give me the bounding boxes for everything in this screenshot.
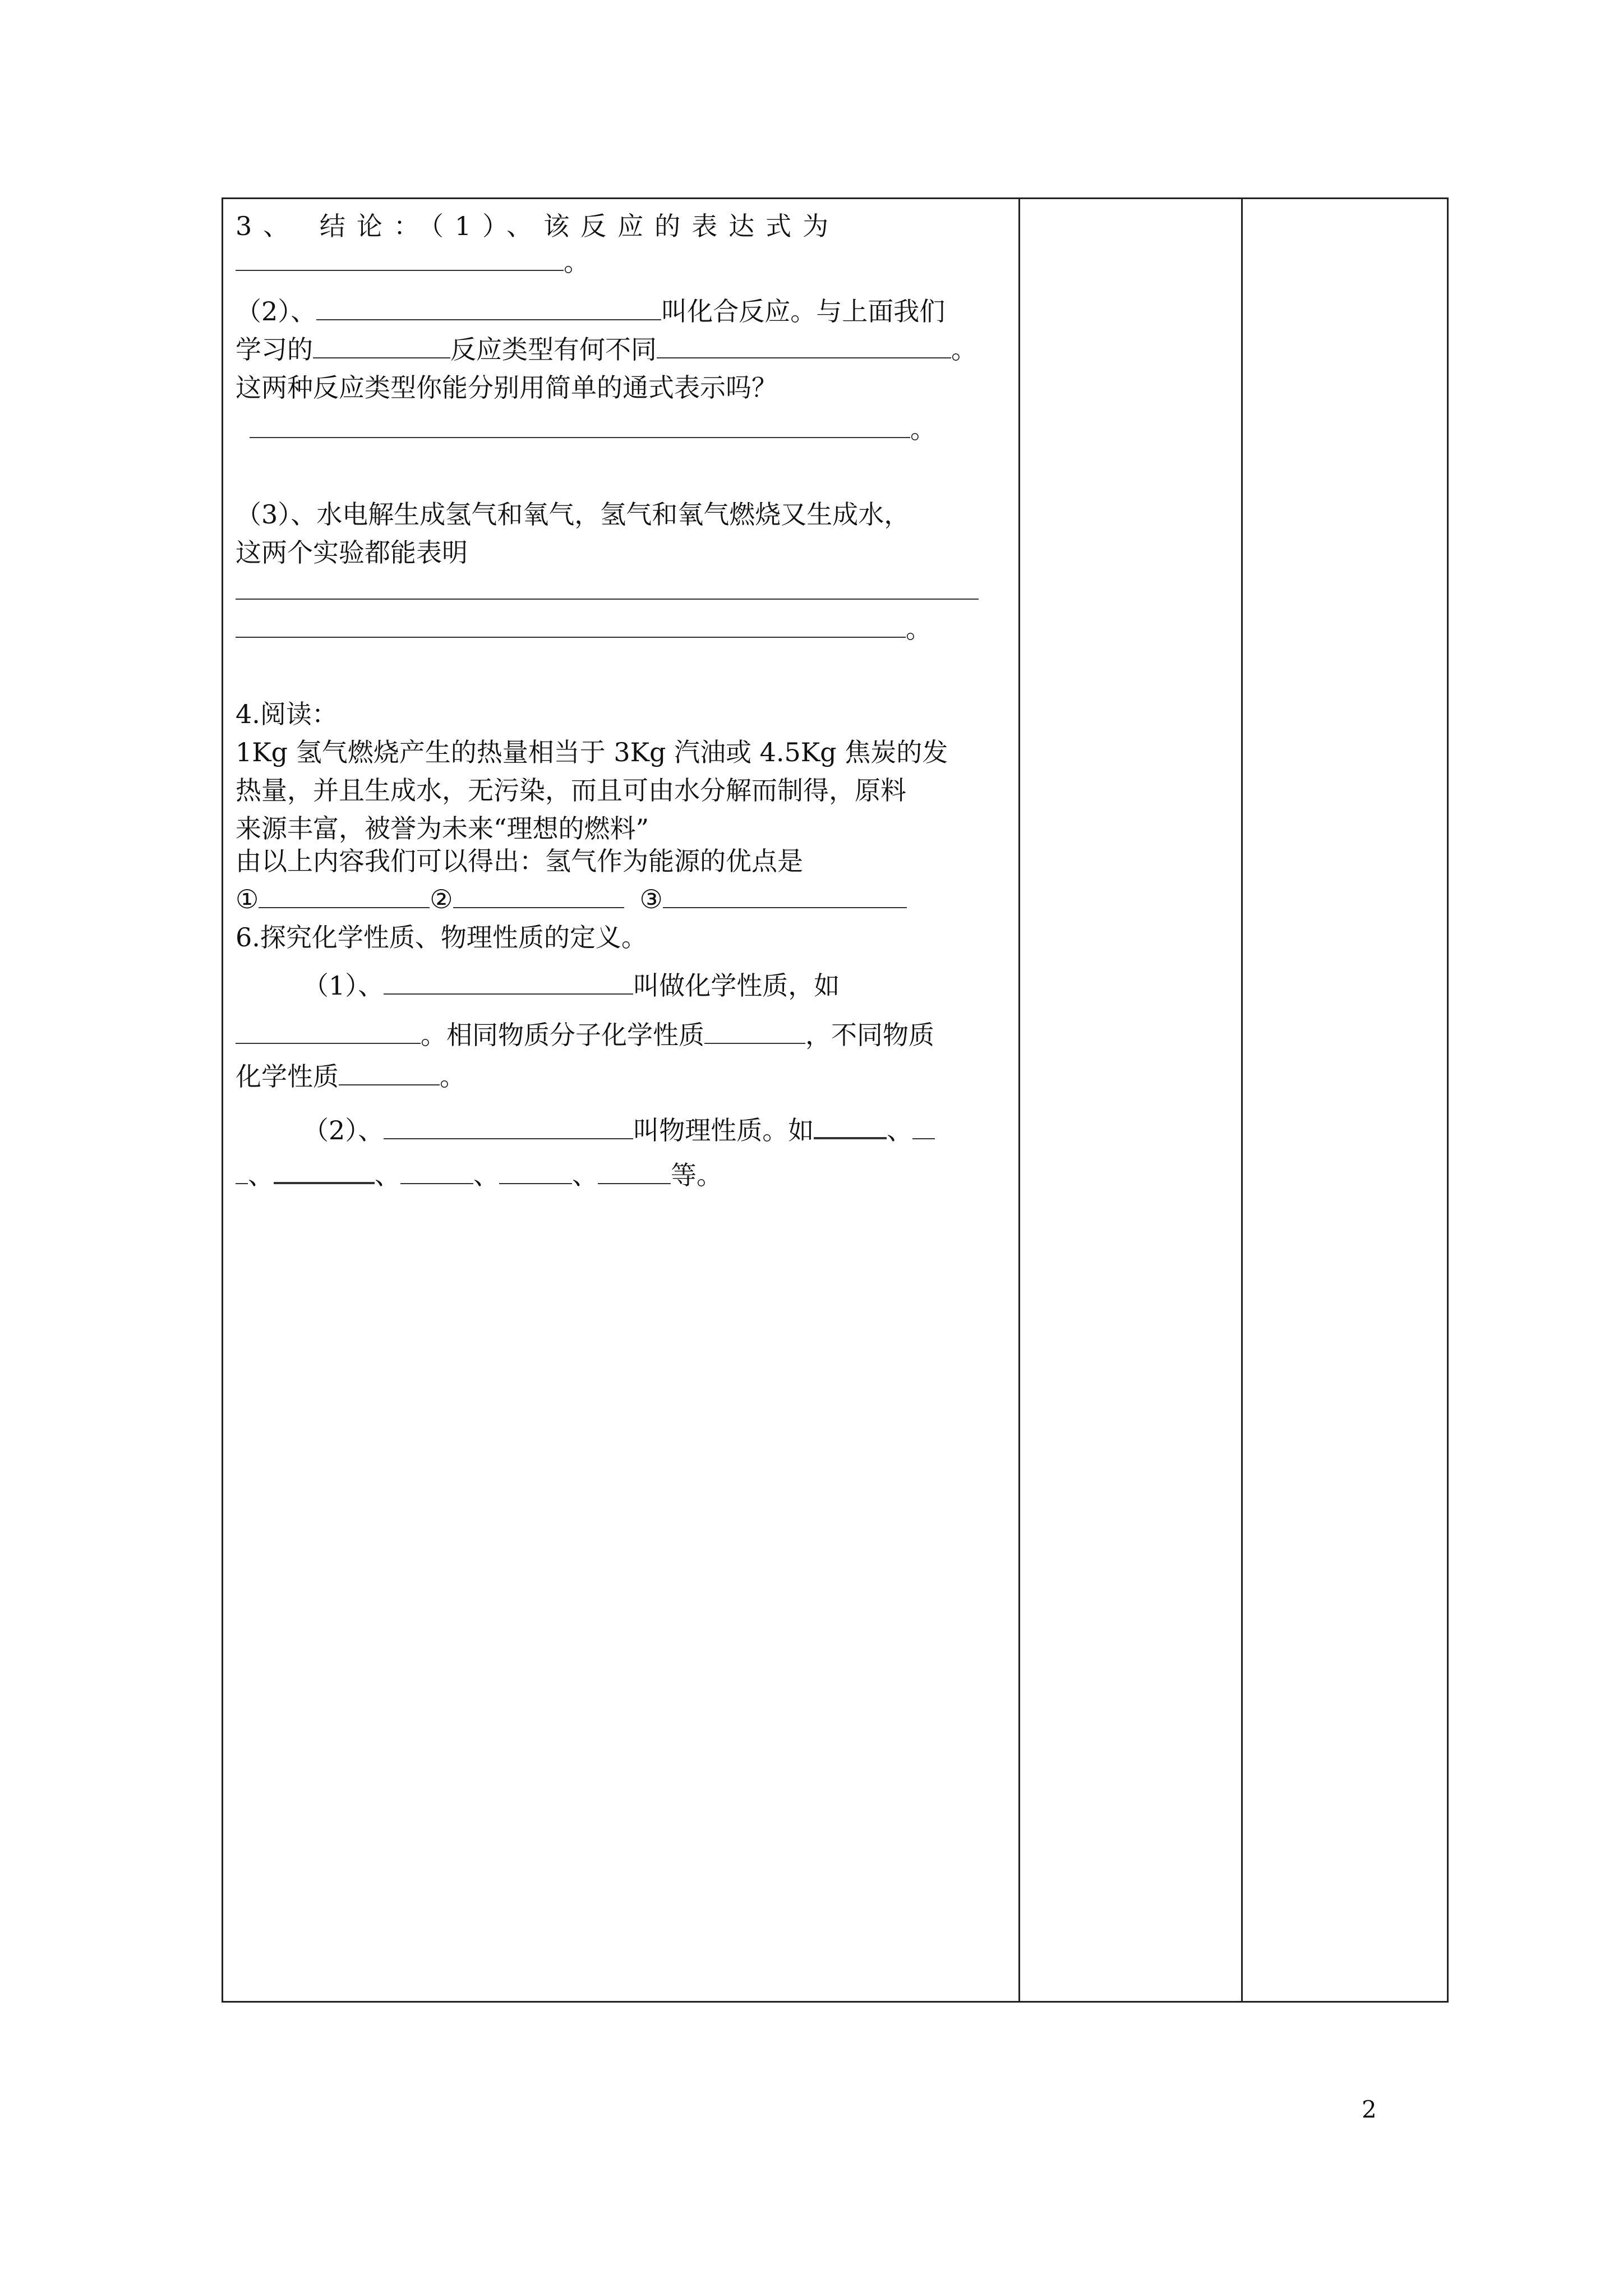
period: 。 xyxy=(440,1061,465,1092)
section6-p1-line3 xyxy=(236,1060,465,1093)
advantage-blank-1[interactable] xyxy=(259,885,430,908)
physical-example-blank-3[interactable] xyxy=(274,1159,375,1184)
p2-end: 等。 xyxy=(671,1160,722,1190)
reading-text-3: 来源丰富，被誉为未来“理想的燃料” xyxy=(236,813,649,844)
section4-answers xyxy=(236,882,907,916)
difference-blank[interactable] xyxy=(657,335,951,358)
period: 。 xyxy=(564,247,589,277)
q3-text: （3）、水电解生成氢气和氧气，氢气和氧气燃烧又生成水， xyxy=(236,499,910,530)
p1-label: （1）、 xyxy=(303,970,384,1001)
q3-answer-blank-1[interactable] xyxy=(236,576,979,600)
reading-text-1: 1Kg 氢气燃烧产生的热量相当于 3Kg 汽油或 4.5Kg 焦炭的发 xyxy=(236,737,948,767)
q2-line2-mid: 反应类型有何不同 xyxy=(450,334,657,365)
general-formula-blank[interactable] xyxy=(250,415,910,438)
physical-example-blank-6[interactable] xyxy=(598,1161,671,1184)
q3-answer-blank-2[interactable] xyxy=(236,614,906,638)
period: 。 xyxy=(910,414,936,444)
reading-question: 由以上内容我们可以得出：氢气作为能源的优点是 xyxy=(236,846,803,876)
period: 。 xyxy=(906,614,932,644)
reading-text-2: 热量，并且生成水，无污染，而且可由水分解而制得，原料 xyxy=(236,775,906,806)
p1-line3-start: 化学性质 xyxy=(236,1061,339,1092)
q2-label: （2）、 xyxy=(236,296,317,326)
reaction-type-blank[interactable] xyxy=(313,335,450,358)
separator: 、 xyxy=(887,1115,913,1145)
physical-property-blank[interactable] xyxy=(384,1116,633,1139)
section3-q3-line1 xyxy=(236,498,910,531)
q3-text-2: 这两个实验都能表明 xyxy=(236,537,468,568)
physical-example-blank-2-start[interactable] xyxy=(912,1116,935,1139)
p1-line2-mid: 。相同物质分子化学性质 xyxy=(421,1020,704,1050)
section4-title xyxy=(236,697,338,731)
definitions-title: 6.探究化学性质、物理性质的定义。 xyxy=(236,922,647,953)
section3-q3-line4 xyxy=(236,612,932,646)
section3-q2-line1 xyxy=(236,295,945,328)
expression-blank[interactable] xyxy=(236,247,564,271)
circled-three: ③ xyxy=(639,884,663,914)
separator: 、 xyxy=(473,1160,499,1190)
physical-example-blank-4[interactable] xyxy=(400,1161,473,1184)
different-substance-blank[interactable] xyxy=(339,1062,440,1085)
p1-after-text: 叫做化学性质，如 xyxy=(633,970,840,1001)
section6-p2-line2 xyxy=(236,1158,722,1192)
physical-example-blank-5[interactable] xyxy=(499,1161,572,1184)
p2-after-text: 叫物理性质。如 xyxy=(633,1115,814,1145)
advantage-blank-3[interactable] xyxy=(663,885,907,908)
chemical-example-blank[interactable] xyxy=(236,1020,421,1044)
circled-one: ① xyxy=(236,884,259,914)
section4-line3 xyxy=(236,812,649,845)
section4-line2 xyxy=(236,774,906,807)
page-number: 2 xyxy=(1362,2096,1377,2123)
separator: 、 xyxy=(375,1160,400,1190)
section4-line1 xyxy=(236,735,948,769)
separator: 、 xyxy=(572,1160,598,1190)
section3-line1 xyxy=(236,209,840,243)
combination-reaction-blank[interactable] xyxy=(316,297,661,320)
section3-line1b xyxy=(236,245,589,279)
section4-line4 xyxy=(236,844,803,878)
chemical-property-blank[interactable] xyxy=(384,971,633,995)
physical-example-blank-1[interactable] xyxy=(814,1115,887,1139)
q2-general-formula-question: 这两种反应类型你能分别用简单的通式表示吗？ xyxy=(236,372,777,403)
section3-q2-line2 xyxy=(236,333,977,366)
separator: 、 xyxy=(248,1160,274,1190)
section3-q3-line2 xyxy=(236,536,468,569)
reading-title: 4.阅读： xyxy=(236,699,338,729)
physical-example-blank-2-end[interactable] xyxy=(236,1161,248,1184)
q2-line2-start: 学习的 xyxy=(236,334,313,365)
section3-q2-line4 xyxy=(236,412,936,446)
section3-q3-line3 xyxy=(236,574,979,608)
section6-p1-line1 xyxy=(236,969,840,1002)
circled-two: ② xyxy=(430,884,453,914)
p2-label: （2）、 xyxy=(303,1115,384,1145)
p1-line2-end: ，不同物质 xyxy=(805,1020,934,1050)
column-divider-1 xyxy=(1018,199,1020,2001)
section3-conclusion-text: 3、 结论：（1）、该反应的表达式为 xyxy=(236,211,840,241)
section6-p2-line1 xyxy=(236,1114,935,1147)
section6-p1-line2 xyxy=(236,1018,934,1052)
section3-q2-line3 xyxy=(236,371,777,404)
column-divider-2 xyxy=(1241,199,1243,2001)
period: 。 xyxy=(951,334,977,365)
q2-after-text: 叫化合反应。与上面我们 xyxy=(661,296,946,326)
worksheet-table xyxy=(222,197,1449,2003)
section6-title xyxy=(236,921,647,954)
advantage-blank-2[interactable] xyxy=(453,885,624,908)
same-substance-blank[interactable] xyxy=(704,1020,805,1044)
